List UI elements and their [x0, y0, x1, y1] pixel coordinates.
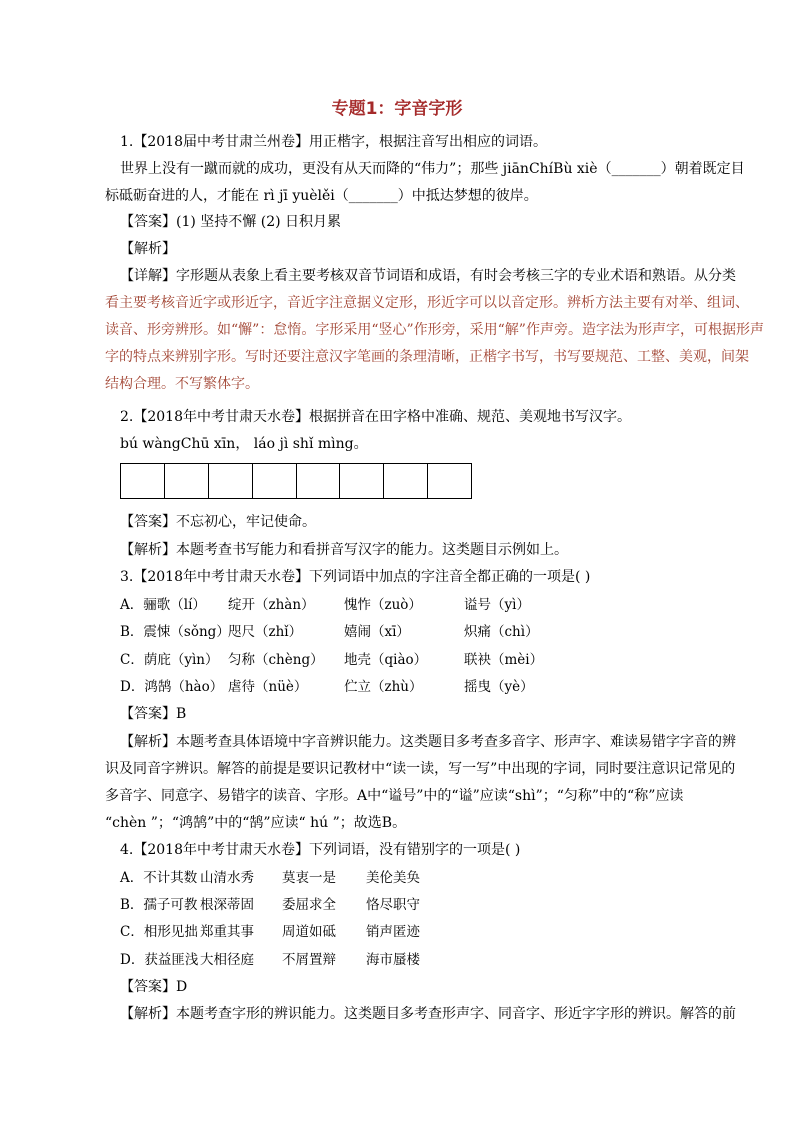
grid-cell	[209, 464, 253, 498]
option-item: 海市蜃楼	[366, 952, 420, 968]
option-item: D．获益匪浅	[120, 952, 199, 968]
q1-analysis-heading: 【解析】	[120, 241, 176, 257]
q1-detail-line: 读音、形旁辨形。如“懈”：怠惰。字形采用“竖心”作形旁，采用“解”作声旁。造字法为形声字，可根据形声	[105, 322, 764, 338]
option-item: B．孺子可教	[120, 897, 198, 913]
grid-cell	[340, 464, 384, 498]
option-item: 地壳（qiào）	[344, 652, 428, 668]
page-title: 专题1：字音字形	[331, 99, 463, 119]
grid-cell	[165, 464, 209, 498]
q4-stem: 4.【2018年中考甘肃天水卷】下列词语，没有错别字的一项是( )	[120, 842, 521, 858]
option-item: 咫尺（zhǐ）	[228, 624, 303, 640]
grid-cell	[428, 464, 471, 498]
q3-answer: 【答案】B	[120, 706, 187, 722]
q3-stem: 3.【2018年中考甘肃天水卷】下列词语中加点的字注音全都正确的一项是( )	[120, 569, 591, 585]
detail-label: 【详解】	[120, 268, 176, 284]
q1-stem: 1.【2018届中考甘肃兰州卷】用正楷字，根据注音写出相应的词语。	[120, 134, 547, 150]
option-item: 摇曳（yè）	[464, 679, 534, 695]
option-item: A．骊歌（lí）	[120, 597, 206, 613]
grid-cell	[384, 464, 428, 498]
option-item: 愧怍（zuò）	[344, 597, 422, 613]
q2-analysis: 【解析】本题考查书写能力和看拼音写汉字的能力。这类题目示例如上。	[120, 542, 568, 558]
option-item: 嬉闹（xī）	[344, 624, 410, 640]
q1-detail-line: 【详解】字形题从表象上看主要考核双音节词语和成语，有时会考核三字的专业术语和熟语。从分类	[120, 268, 736, 284]
q4-answer: 【答案】D	[120, 979, 188, 995]
q1-detail-line: 结构合理。不写繁体字。	[105, 376, 259, 392]
option-item: 不屑置辩	[282, 952, 336, 968]
option-item: 美伦美奂	[366, 870, 420, 886]
option-item: 大相径庭	[200, 952, 254, 968]
option-item: 委屈求全	[282, 897, 336, 913]
option-item: 周道如砥	[282, 924, 336, 940]
option-item: 山清水秀	[200, 870, 254, 886]
q3-analysis-line: “chèn ”；“鸿鹄”中的“鹄”应读“ hú ”；故选B。	[105, 815, 407, 831]
option-item: 伫立（zhù）	[344, 679, 423, 695]
option-item: 莫衷一是	[282, 870, 336, 886]
option-item: 匀称（chèng）	[228, 652, 324, 668]
q4-analysis: 【解析】本题考查字形的辨识能力。这类题目多考查形声字、同音字、形近字字形的辨识。解答的前	[120, 1006, 736, 1022]
q2-stem: 2.【2018年中考甘肃天水卷】根据拼音在田字格中准确、规范、美观地书写汉字。	[120, 409, 631, 425]
q3-analysis-line: 【解析】本题考查具体语境中字音辨识能力。这类题目多考查多音字、形声字、难读易错字字音的辨	[120, 734, 736, 750]
grid-cell	[297, 464, 341, 498]
option-item: B．震悚（sǒng）	[120, 624, 230, 640]
grid-cell	[121, 464, 165, 498]
q2-answer: 【答案】不忘初心，牢记使命。	[120, 514, 316, 530]
option-item: 炽痛（chì）	[464, 624, 539, 640]
tianzige-grid	[120, 463, 472, 499]
option-item: 郑重其事	[200, 924, 254, 940]
q3-analysis-line: 多音字、同意字、易错字的读音、字形。A中“谥号”中的“谥”应读“shì”；“匀称”中的“称”应读	[105, 788, 684, 804]
q1-text-line-1: 世界上没有一蹴而就的成功，更没有从天而降的“伟力”；那些 jiānChíBù xiè（_______）朝着既定目	[120, 161, 745, 177]
option-item: 谥号（yì）	[464, 597, 530, 613]
q1-detail-line: 字的特点来辨别字形。写时还要注意汉字笔画的条理清晰，正楷字书写，书写要规范、工整、美观，间架	[105, 349, 749, 365]
option-item: D．鸿鹄（hào）	[120, 679, 224, 695]
q1-answer: 【答案】(1) 坚持不懈 (2) 日积月累	[120, 214, 342, 230]
q3-analysis-line: 识及同音字辨识。解答的前提是要识记教材中“读一读，写一写”中出现的字词，同时要注意识记常见的	[105, 761, 736, 777]
q2-pinyin: bú wàngChū xīn， láo jì shǐ mìng。	[120, 436, 368, 452]
option-item: 联袂（mèi）	[464, 652, 544, 668]
option-item: 根深蒂固	[200, 897, 254, 913]
option-item: 虐待（nüè）	[228, 679, 308, 695]
q1-text-line-2: 标砥砺奋进的人，才能在 rì jī yuèlěi（_______）中抵达梦想的彼岸。	[105, 188, 538, 204]
option-item: 销声匿迹	[366, 924, 420, 940]
option-item: C．荫庇（yìn）	[120, 652, 219, 668]
option-item: C．相形见拙	[120, 924, 198, 940]
option-item: A．不计其数	[120, 870, 198, 886]
grid-cell	[253, 464, 297, 498]
q1-detail-line: 看主要考核音近字或形近字，音近字注意据义定形，形近字可以以音定形。辨析方法主要有对举、组词、	[105, 295, 749, 311]
option-item: 绽开（zhàn）	[228, 597, 315, 613]
option-item: 恪尽职守	[366, 897, 420, 913]
